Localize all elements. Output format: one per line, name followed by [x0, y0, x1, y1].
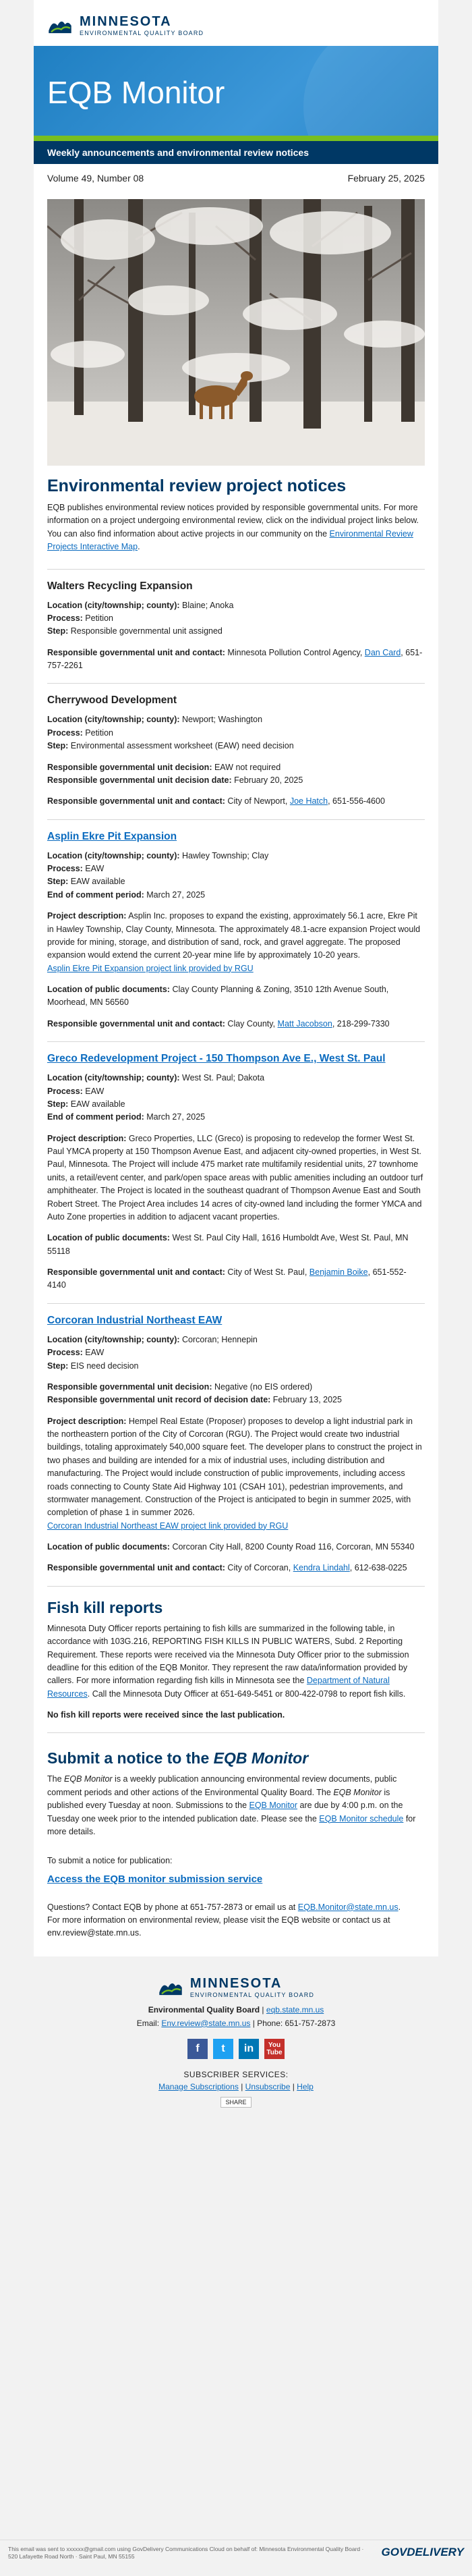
project-process: Petition — [85, 613, 113, 623]
submit-p1-a: The — [47, 1774, 65, 1784]
submit-paragraph — [47, 1773, 425, 1838]
label-public-docs: Location of public documents: — [47, 1233, 170, 1243]
label-location: Location (city/township; county): — [47, 850, 180, 860]
fish-kill-text — [47, 1622, 425, 1701]
notices-title: Environmental review project notices — [47, 476, 347, 495]
label-location: Location (city/township; county): — [47, 1334, 180, 1344]
rgu-project-link[interactable]: Asplin Ekre Pit Expansion project link provided by RGU — [47, 963, 254, 973]
notices-intro-end: . — [138, 542, 140, 552]
project-title-link[interactable]: Greco Redevelopment Project - 150 Thompson Ave E., West St. Paul — [47, 1053, 386, 1065]
footer-brand-name: MINNESOTA — [189, 1975, 283, 1991]
unsubscribe-link[interactable]: Unsubscribe — [245, 2081, 291, 2091]
contact-link[interactable]: Dan Card — [364, 647, 401, 657]
newsletter-subtitle: Weekly announcements and environmental review notices — [34, 141, 438, 164]
contact-phone: , 651-552-4140 — [47, 1267, 407, 1290]
label-step: Step: — [47, 1099, 69, 1109]
project-step: EAW available — [70, 1099, 125, 1109]
divider — [47, 1732, 425, 1733]
issue-volume: Volume 49, Number 08 — [47, 173, 144, 184]
divider — [47, 1303, 425, 1304]
label-rgu-contact: Responsible governmental unit and contact: — [47, 1267, 225, 1277]
subscriber-services: SUBSCRIBER SERVICES: — [183, 2069, 289, 2079]
brand-name: MINNESOTA — [80, 14, 172, 29]
project-step: Responsible governmental unit assigned — [70, 626, 223, 636]
contact-phone: , 612-638-0225 — [349, 1563, 407, 1573]
project-rgu: City of Newport, — [227, 796, 288, 806]
fish-text-a: Minnesota Duty Officer reports pertaining to fish kills are summarized in the following table, in accordance with 103G.216, REPORTING FISH KILLS IN PUBLIC WATERS, Subd. 2 Reporting Requirement. These reports were received via the Minnesota Duty Officer prior to the submission deadline for this edition of the EQB Monitor. They represent the raw data/information provided by callers. For more information regarding fish kills in Minnesota see the — [47, 1623, 409, 1686]
divider — [47, 683, 425, 684]
label-location: Location (city/township; county): — [47, 600, 180, 610]
submit-p1-em2: EQB Monitor — [333, 1787, 382, 1797]
divider — [47, 819, 425, 820]
label-public-docs: Location of public documents: — [47, 985, 170, 994]
footer-pipe: | — [238, 2081, 245, 2091]
submit-p1-em1: EQB Monitor — [64, 1774, 113, 1784]
label-rgu-contact: Responsible governmental unit and contact: — [47, 1018, 225, 1029]
contact-link[interactable]: Kendra Lindahl — [293, 1563, 350, 1573]
label-step: Step: — [47, 877, 69, 887]
project-description: Asplin Inc. proposes to expand the existing, approximately 56.1 acre, Ekre Pit in Hawley Township, Clay County, Minnesota. The approximately 48.1-acre expansion Project would provide for mining, storage, and distribution of sand, rock, and gravel aggregate. The proposed expansion would extend the current 20-year mine life by approximately 10-20 years. — [47, 911, 421, 960]
project-step: EIS need decision — [70, 1361, 139, 1371]
minnesota-logo-icon — [158, 1979, 183, 1996]
label-rgu-contact: Responsible governmental unit and contact: — [47, 647, 225, 657]
contact-link[interactable]: Matt Jacobson — [277, 1018, 332, 1029]
project-comment-end: March 27, 2025 — [146, 889, 206, 900]
notices-section — [34, 476, 438, 1956]
label-step: Step: — [47, 741, 69, 751]
label-rgu-decision-date: Responsible governmental unit decision date: — [47, 775, 232, 785]
footer-brand-sub: ENVIRONMENTAL QUALITY BOARD — [189, 1991, 315, 1998]
project-location: Corcoran; Hennepin — [182, 1334, 258, 1344]
project-rgu: Clay County, — [227, 1018, 276, 1029]
footer-logo[interactable] — [34, 1977, 438, 1998]
label-location: Location (city/township; county): — [47, 1073, 180, 1083]
youtube-icon[interactable]: You Tube — [264, 2039, 285, 2059]
project-asplin — [47, 831, 425, 1031]
label-location: Location (city/township; county): — [47, 715, 180, 725]
fish-text-b: . Call the Minnesota Duty Officer at 651-649-5451 or 800-422-0798 to report fish kills. — [87, 1689, 406, 1699]
fish-kill-none: No fish kill reports were received since the last publication. — [47, 1710, 285, 1720]
project-rgu: City of West St. Paul, — [227, 1267, 307, 1277]
submit-section — [47, 1749, 425, 1956]
accent-bar — [34, 136, 438, 141]
contact-phone: , 651-556-4600 — [328, 796, 385, 806]
submit-p1-c: is published every Tuesday at noon. Submissions to the — [47, 1787, 390, 1811]
contact-link[interactable]: Benjamin Boike — [309, 1267, 368, 1277]
fish-kill-title: Fish kill reports — [47, 1598, 163, 1616]
project-description: Greco Properties, LLC (Greco) is proposing to redevelop the former West St. Paul YMCA property at 150 Thompson Avenue East, and adjacent city-owned properties, in West St. Paul, Minnesota. The Project will include 475 market rate multifamily residential units, 27 townhome units, a retail/event center, and park/open space areas with public amenities including an outdoor turf amphitheater. The Project is located in the southeast quadrant of Thompson Avenue East and South Robert Street. The Project Area includes 14 acres of city-owned land including the former YMCA and Auto Zone properties in addition to adjacent vacant properties. — [47, 1133, 423, 1222]
footer — [34, 1956, 438, 2114]
submit-title-a: Submit a notice to the — [47, 1749, 214, 1767]
manage-subscriptions-link[interactable]: Manage Subscriptions — [158, 2081, 239, 2091]
project-title: Walters Recycling Expansion — [47, 580, 193, 592]
project-decision-date: February 20, 2025 — [234, 775, 303, 785]
label-public-docs: Location of public documents: — [47, 1542, 170, 1552]
project-public-docs: Corcoran City Hall, 8200 County Road 116, Corcoran, MN 55340 — [172, 1542, 415, 1552]
questions-b: . — [398, 1902, 401, 1912]
label-rgu-decision: Responsible governmental unit decision: — [47, 762, 212, 772]
submit-p1-e: for more details. — [47, 1813, 416, 1836]
fish-kill-section — [47, 1599, 425, 1722]
footer-contact-line — [34, 2019, 438, 2028]
submit-title — [47, 1749, 425, 1767]
footer-sep: | — [260, 2004, 266, 2015]
label-rgu-contact: Responsible governmental unit and contact: — [47, 1563, 225, 1573]
eqb-monitor-link[interactable]: EQB Monitor — [249, 1801, 298, 1811]
govdelivery-logo[interactable]: GOVDELIVERY — [381, 2546, 464, 2558]
dnr-link[interactable]: Department of Natural Resources — [47, 1676, 390, 1699]
delivery-disclaimer: This email was sent to xxxxxx@gmail.com using GovDelivery Communications Cloud on behalf of: Minnesota Environmental Quality Board · 520 Lafayette Road North · Saint Paul, MN 55155 — [8, 2546, 364, 2560]
questions-a: Questions? Contact EQB by phone at 651-757-2873 or email us at — [47, 1902, 298, 1912]
contact-phone: , 218-299-7330 — [332, 1018, 390, 1029]
project-title: Cherrywood Development — [47, 694, 177, 707]
social-links — [34, 2039, 438, 2059]
submit-p1-b: is a weekly publication announcing environmental review documents, public comment periods and other actions of the Environmental Quality Board. The — [47, 1774, 397, 1797]
footer-email-label: Email: — [136, 2018, 162, 2028]
label-process: Process: — [47, 613, 83, 623]
help-link[interactable]: Help — [297, 2081, 314, 2091]
project-description: Hempel Real Estate (Proposer) proposes to develop a light industrial park in the northeastern portion of the City of Corcoran (RGU). The Project would create two industrial buildings, totaling approximately 540,000 square feet. The developer plans to construct the project in two phases and building are intended for a mix of industrial uses, including distribution and manufacturing. The Project would include construction of public improvements, including access roads connecting to County State Aid Highway 101 (CSAH 101), pedestrian improvements, and stormwater management. Construction of the Project is anticipated to begin in summer 2025, with completion of phase 1 in summer 2026. — [47, 1416, 422, 1518]
submission-service-link[interactable]: Access the EQB monitor submission service — [47, 1873, 263, 1885]
deer-in-snow-photo — [47, 199, 425, 466]
label-rgu-contact: Responsible governmental unit and contact: — [47, 796, 225, 806]
project-location: Blaine; Anoka — [182, 600, 234, 610]
project-public-docs: Clay County Planning & Zoning, 3510 12th Avenue South, Moorhead, MN 56560 — [47, 985, 389, 1008]
project-process: EAW — [85, 1348, 105, 1358]
divider — [47, 1041, 425, 1042]
label-step: Step: — [47, 1361, 69, 1371]
project-title-link[interactable]: Corcoran Industrial Northeast EAW — [47, 1314, 223, 1326]
hero-photo — [34, 192, 438, 466]
facebook-icon[interactable]: f — [187, 2039, 208, 2059]
monitor-email-link[interactable]: EQB.Monitor@state.mn.us — [297, 1902, 399, 1912]
share-button[interactable]: SHARE — [220, 2097, 251, 2108]
divider — [47, 569, 425, 570]
project-location: Newport; Washington — [182, 715, 263, 725]
newsletter — [34, 0, 438, 2114]
questions-text — [47, 1901, 425, 1914]
project-corcoran — [47, 1315, 425, 1575]
label-description: Project description: — [47, 1416, 127, 1426]
project-step: Environmental assessment worksheet (EAW) need decision — [70, 741, 294, 751]
schedule-link[interactable]: EQB Monitor schedule — [319, 1813, 404, 1824]
linkedin-icon[interactable]: in — [239, 2039, 259, 2059]
label-description: Project description: — [47, 911, 127, 921]
project-process: Petition — [85, 728, 113, 738]
divider — [47, 1586, 425, 1587]
label-description: Project description: — [47, 1133, 127, 1143]
footer-email-link[interactable]: Env.review@state.mn.us — [161, 2018, 251, 2028]
more-info-text: For more information on environmental review, please visit the EQB website or contact us at env.review@state.mn.us. — [47, 1915, 390, 1938]
project-step: EAW available — [70, 877, 125, 887]
subscriber-links — [34, 2082, 438, 2091]
issue-date: February 25, 2025 — [347, 173, 425, 184]
notices-intro — [47, 501, 425, 554]
newsletter-title: EQB Monitor — [47, 75, 225, 110]
rgu-project-link[interactable]: Corcoran Industrial Northeast EAW project link provided by RGU — [47, 1520, 289, 1531]
brand-logo[interactable] — [47, 15, 425, 36]
label-process: Process: — [47, 728, 83, 738]
label-comment-end: End of comment period: — [47, 1112, 144, 1122]
minnesota-logo-icon — [47, 17, 73, 34]
project-rgu: City of Corcoran, — [227, 1563, 291, 1573]
project-public-docs: West St. Paul City Hall, 1616 Humboldt Ave, West St. Paul, MN 55118 — [47, 1233, 409, 1256]
project-comment-end: March 27, 2025 — [146, 1112, 206, 1122]
hero-banner — [34, 46, 438, 136]
project-greco — [47, 1053, 425, 1292]
issue-meta — [34, 164, 438, 192]
delivery-footer — [0, 2540, 472, 2576]
interactive-map-link[interactable]: Environmental Review Projects Interactive Map — [47, 528, 413, 552]
project-location: West St. Paul; Dakota — [182, 1073, 265, 1083]
project-rgu: Minnesota Pollution Control Agency, — [227, 647, 363, 657]
twitter-icon[interactable]: t — [213, 2039, 233, 2059]
project-process: EAW — [85, 1086, 105, 1096]
contact-phone: , 651-757-2261 — [47, 647, 423, 670]
notices-intro-text: EQB publishes environmental review notices provided by responsible governmental units. For more information on a project undergoing environmental review, click on the individual project links below. You can also find information about active projects in our community on the — [47, 503, 419, 539]
submit-p1-d: are due by 4:00 p.m. on the Tuesday one week prior to the intended publication date. Please see the — [47, 1801, 403, 1824]
project-walters — [47, 580, 425, 673]
project-process: EAW — [85, 864, 105, 873]
label-process: Process: — [47, 864, 83, 873]
project-title-link[interactable]: Asplin Ekre Pit Expansion — [47, 830, 177, 842]
project-cherrywood — [47, 694, 425, 808]
footer-site-link[interactable]: eqb.state.mn.us — [266, 2004, 324, 2015]
label-step: Step: — [47, 626, 69, 636]
label-process: Process: — [47, 1348, 83, 1358]
brand-sub: ENVIRONMENTAL QUALITY BOARD — [80, 30, 204, 36]
project-record-date: February 13, 2025 — [272, 1395, 342, 1405]
label-comment-end: End of comment period: — [47, 889, 144, 900]
footer-org-line — [34, 2005, 438, 2015]
project-decision: Negative (no EIS ordered) — [214, 1381, 313, 1392]
project-location: Hawley Township; Clay — [182, 850, 269, 860]
label-rgu-record-date: Responsible governmental unit record of decision date: — [47, 1395, 271, 1405]
footer-org: Environmental Quality Board — [148, 2004, 260, 2015]
submit-title-b: EQB Monitor — [213, 1749, 309, 1767]
to-submit-label: To submit a notice for publication: — [47, 1856, 173, 1866]
contact-link[interactable]: Joe Hatch — [289, 796, 328, 806]
project-decision: EAW not required — [214, 762, 281, 772]
label-process: Process: — [47, 1086, 83, 1096]
label-rgu-decision: Responsible governmental unit decision: — [47, 1381, 212, 1392]
footer-phone: | Phone: 651-757-2873 — [250, 2018, 336, 2028]
masthead — [34, 0, 438, 46]
footer-pipe: | — [290, 2081, 297, 2091]
